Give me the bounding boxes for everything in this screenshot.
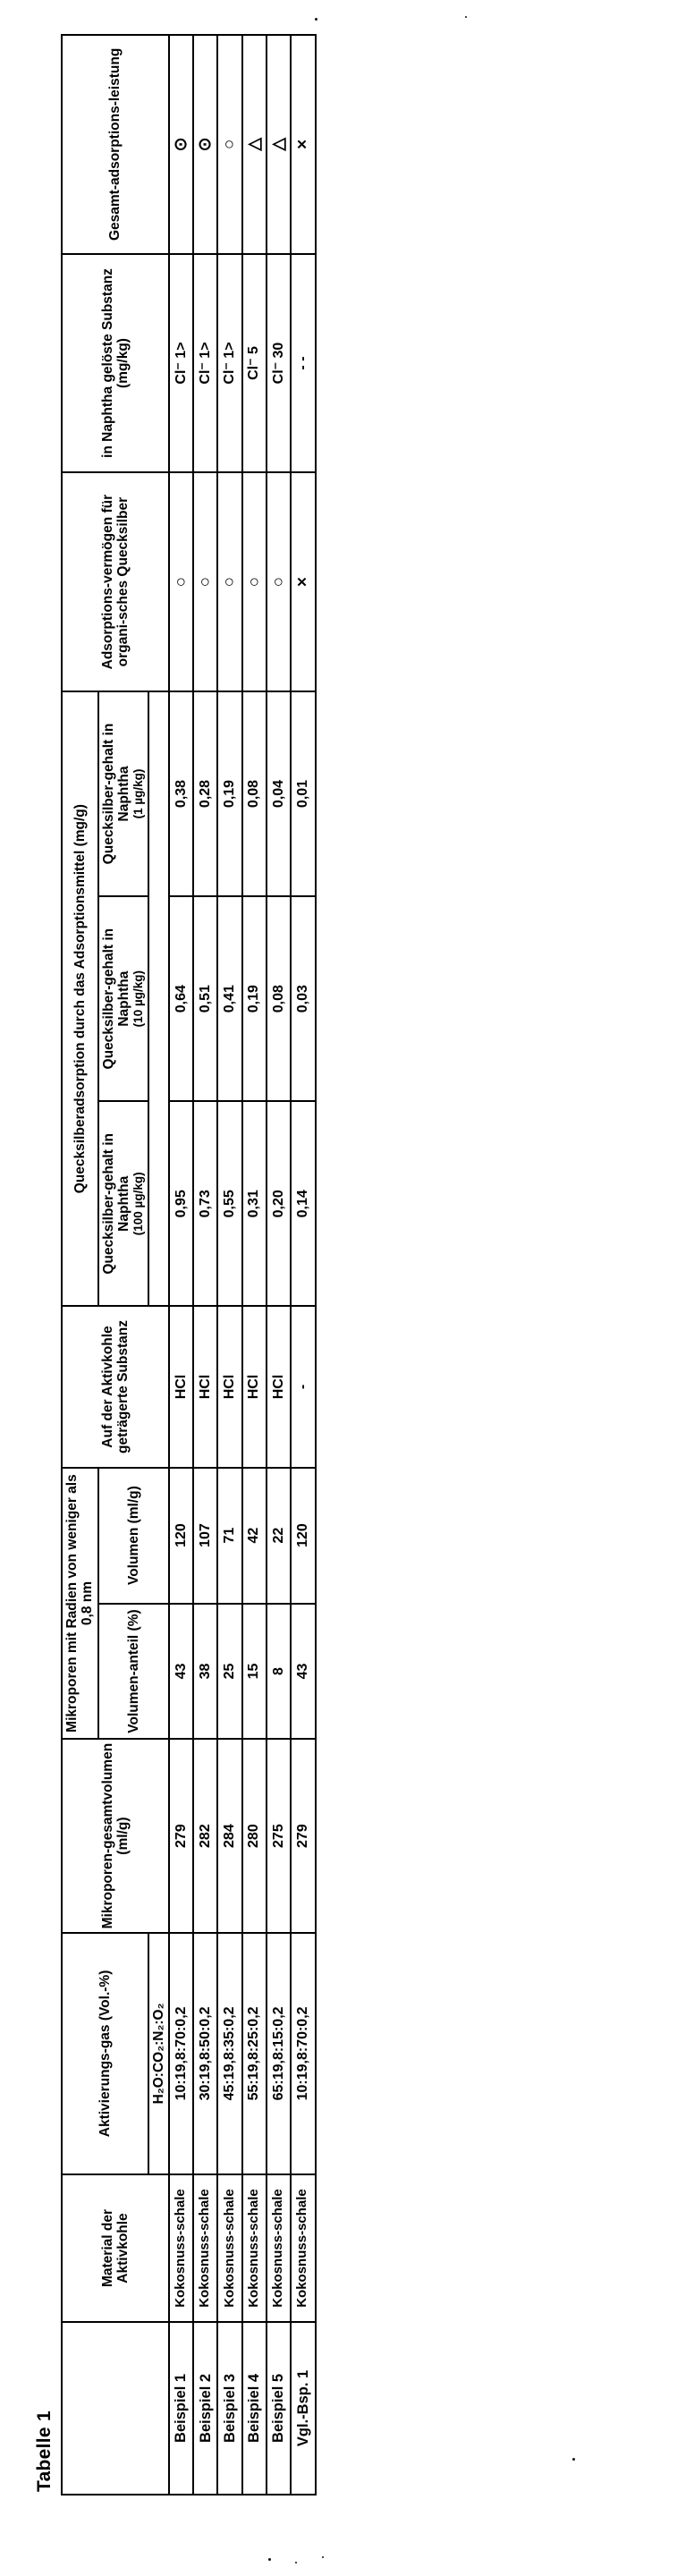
header-hg-adsorption: Quecksilberadsorption durch das Adsorptionsmittel (mg/g) [62, 691, 98, 1306]
header-row-1 [62, 35, 98, 2495]
cell-naphtha-dissolved: Cl⁻ 1> [169, 254, 193, 473]
cell-substance: HCl [267, 1306, 291, 1467]
cell-micropore-total: 279 [291, 1739, 315, 1932]
header-total-performance: Gesamt-adsorptions-leistung [62, 35, 169, 254]
row-label: Beispiel 3 [217, 2322, 241, 2495]
row-label: Vgl.-Bsp. 1 [291, 2322, 315, 2495]
scan-speck [268, 2558, 271, 2561]
header-hg-100-unit: (100 µg/kg) [131, 1172, 146, 1236]
header-activation-gas: Aktivierungs-gas (Vol.-%) [62, 1933, 148, 2174]
cell-naphtha-dissolved: - - [291, 254, 315, 473]
header-carried-substance: Auf der Aktivkohle geträgerte Substanz [62, 1306, 169, 1467]
row-label: Beispiel 1 [169, 2322, 193, 2495]
cell-adsorption-capacity-symbol: ○ [217, 472, 241, 691]
scan-speck [322, 2556, 324, 2558]
table-row [193, 35, 217, 2495]
scan-speck [315, 18, 317, 21]
cell-total-symbol: △ [267, 35, 291, 254]
cell-gas: 45:19,8:35:0,2 [217, 1933, 241, 2174]
cell-hg-10: 0,64 [169, 896, 193, 1101]
table-row [169, 35, 193, 2495]
header-hg-100 [98, 1101, 148, 1306]
cell-total-symbol: ⊙ [169, 35, 193, 254]
cell-volume: 22 [267, 1468, 291, 1604]
row-label: Beispiel 5 [267, 2322, 291, 2495]
cell-hg-100: 0,14 [291, 1101, 315, 1306]
row-label: Beispiel 2 [193, 2322, 217, 2495]
cell-substance: HCl [217, 1306, 241, 1467]
cell-volume-share: 38 [193, 1604, 217, 1740]
scan-speck [465, 16, 467, 18]
cell-naphtha-dissolved: Cl⁻ 1> [193, 254, 217, 473]
cell-volume: 71 [217, 1468, 241, 1604]
cell-hg-100: 0,31 [242, 1101, 267, 1306]
cell-material: Kokosnuss-schale [267, 2174, 291, 2322]
cell-hg-10: 0,08 [267, 896, 291, 1101]
cell-adsorption-capacity-symbol: × [291, 472, 315, 691]
row-label: Beispiel 4 [242, 2322, 267, 2495]
cell-micropore-total: 284 [217, 1739, 241, 1932]
header-hg-1-unit: (1 µg/kg) [131, 768, 146, 819]
cell-material: Kokosnuss-schale [193, 2174, 217, 2322]
cell-volume: 107 [193, 1468, 217, 1604]
header-naphtha-dissolved: in Naphtha gelöste Substanz (mg/kg) [62, 254, 169, 473]
cell-adsorption-capacity-symbol: ○ [169, 472, 193, 691]
cell-hg-10: 0,51 [193, 896, 217, 1101]
cell-substance: HCl [169, 1306, 193, 1467]
cell-total-symbol: ○ [217, 35, 241, 254]
table-block [34, 27, 660, 2496]
header-material: Material der Aktivkohle [62, 2174, 169, 2322]
cell-hg-100: 0,95 [169, 1101, 193, 1306]
header-volume-share: Volumen-anteil (%) [98, 1604, 169, 1740]
cell-hg-100: 0,55 [217, 1101, 241, 1306]
cell-naphtha-dissolved: Cl⁻ 1> [217, 254, 241, 473]
data-table [61, 34, 317, 2496]
cell-hg-1: 0,38 [169, 691, 193, 896]
header-adsorption-capacity: Adsorptions-vermögen für organi-sches Quecksilber [62, 472, 169, 691]
cell-material: Kokosnuss-schale [242, 2174, 267, 2322]
cell-micropore-total: 282 [193, 1739, 217, 1932]
cell-gas: 10:19,8:70:0,2 [169, 1933, 193, 2174]
header-corner [62, 2322, 169, 2495]
cell-total-symbol: ⊙ [193, 35, 217, 254]
cell-gas: 10:19,8:70:0,2 [291, 1933, 315, 2174]
cell-material: Kokosnuss-schale [291, 2174, 315, 2322]
cell-gas: 30:19,8:50:0,2 [193, 1933, 217, 2174]
header-hg-1 [98, 691, 148, 896]
table-body [169, 35, 316, 2495]
cell-hg-100: 0,20 [267, 1101, 291, 1306]
cell-hg-1: 0,04 [267, 691, 291, 896]
cell-gas: 55:19,8:25:0,2 [242, 1933, 267, 2174]
scan-speck [572, 2458, 575, 2461]
table-row [242, 35, 267, 2495]
cell-hg-1: 0,19 [217, 691, 241, 896]
cell-naphtha-dissolved: Cl⁻ 5 [242, 254, 267, 473]
cell-hg-10: 0,41 [217, 896, 241, 1101]
cell-micropore-total: 280 [242, 1739, 267, 1932]
header-hg-10 [98, 896, 148, 1101]
cell-substance: HCl [193, 1306, 217, 1467]
cell-material: Kokosnuss-schale [217, 2174, 241, 2322]
cell-total-symbol: △ [242, 35, 267, 254]
header-micropore-radius: Mikroporen mit Radien von weniger als 0,8 nm [62, 1468, 98, 1740]
cell-naphtha-dissolved: Cl⁻ 30 [267, 254, 291, 473]
cell-volume-share: 43 [169, 1604, 193, 1740]
cell-adsorption-capacity-symbol: ○ [242, 472, 267, 691]
cell-volume-share: 43 [291, 1604, 315, 1740]
cell-volume: 42 [242, 1468, 267, 1604]
header-hg-10-label: Quecksilber-gehalt in Naphtha [100, 928, 132, 1070]
cell-volume-share: 8 [267, 1604, 291, 1740]
header-hg-1-label: Quecksilber-gehalt in Naphtha [100, 723, 132, 865]
header-volume: Volumen (ml/g) [98, 1468, 169, 1604]
cell-hg-1: 0,01 [291, 691, 315, 896]
scan-speck [295, 2562, 297, 2563]
cell-volume: 120 [169, 1468, 193, 1604]
cell-hg-1: 0,28 [193, 691, 217, 896]
table-row [291, 35, 315, 2495]
cell-hg-1: 0,08 [242, 691, 267, 896]
header-gas-composition: H₂O:CO₂:N₂:O₂ [148, 1933, 169, 2174]
table-row [267, 35, 291, 2495]
header-micropore-total: Mikroporen-gesamtvolumen (ml/g) [62, 1739, 169, 1932]
cell-substance: HCl [242, 1306, 267, 1467]
cell-volume-share: 25 [217, 1604, 241, 1740]
header-hg-100-label: Quecksilber-gehalt in Naphtha [100, 1133, 132, 1275]
cell-adsorption-capacity-symbol: ○ [267, 472, 291, 691]
cell-volume-share: 15 [242, 1604, 267, 1740]
cell-adsorption-capacity-symbol: ○ [193, 472, 217, 691]
cell-gas: 65:19,8:15:0,2 [267, 1933, 291, 2174]
cell-total-symbol: × [291, 35, 315, 254]
cell-material: Kokosnuss-schale [169, 2174, 193, 2322]
header-hg-10-unit: (10 µg/kg) [131, 970, 146, 1028]
cell-micropore-total: 275 [267, 1739, 291, 1932]
cell-micropore-total: 279 [169, 1739, 193, 1932]
cell-hg-10: 0,19 [242, 896, 267, 1101]
cell-volume: 120 [291, 1468, 315, 1604]
table-title: Tabelle 1 [34, 2410, 55, 2492]
cell-hg-100: 0,73 [193, 1101, 217, 1306]
cell-substance: - [291, 1306, 315, 1467]
table-row [217, 35, 241, 2495]
cell-hg-10: 0,03 [291, 896, 315, 1101]
